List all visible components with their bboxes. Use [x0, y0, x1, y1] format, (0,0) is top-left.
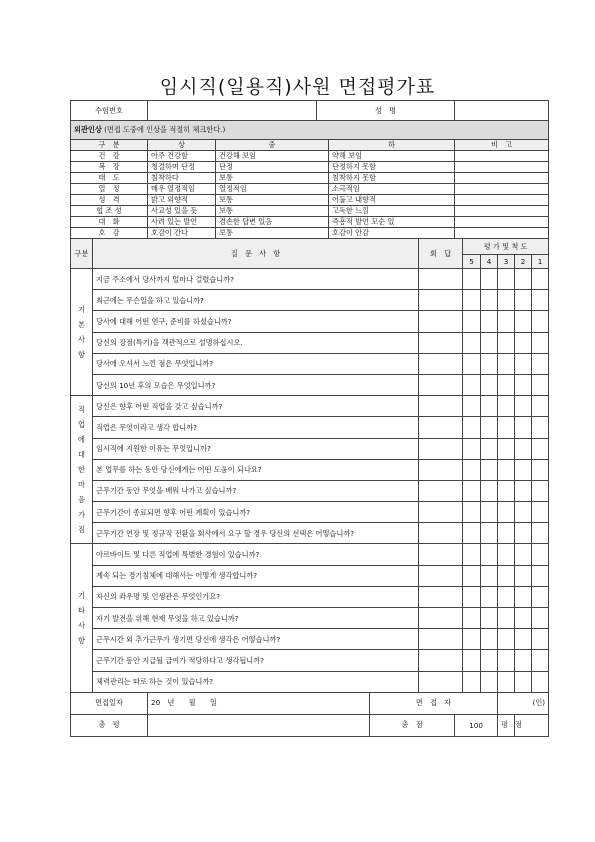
rating-cell[interactable]: [463, 502, 481, 523]
rating-cell[interactable]: [515, 480, 532, 501]
rating-scale-4: 4: [481, 255, 498, 269]
rating-cell[interactable]: [498, 544, 515, 565]
rating-cell[interactable]: [498, 438, 515, 459]
rating-cell[interactable]: [463, 374, 481, 395]
rating-cell[interactable]: [515, 544, 532, 565]
rating-cell[interactable]: [532, 311, 549, 332]
rating-cell[interactable]: [532, 671, 549, 692]
rating-cell[interactable]: [463, 671, 481, 692]
rating-cell[interactable]: [463, 290, 481, 311]
rating-cell[interactable]: [532, 290, 549, 311]
question-text: 근무기간 동안 무엇을 배워 나가고 싶습니까?: [93, 480, 419, 501]
appearance-row: [71, 217, 549, 228]
answer-field[interactable]: [419, 565, 463, 586]
rating-cell[interactable]: [532, 523, 549, 544]
rating-cell[interactable]: [515, 608, 532, 629]
answer-header: 회 답: [419, 239, 463, 269]
question-row: [71, 608, 549, 629]
question-text: 아르바이트 및 다른 직업에 특별한 경험이 있습니까?: [93, 544, 419, 565]
appearance-row: [71, 162, 549, 173]
appearance-low-option[interactable]: 즉흥적 발언 모순 있: [329, 217, 455, 228]
rating-cell[interactable]: [515, 459, 532, 480]
appearance-item-label: 성 격: [71, 195, 148, 206]
rating-cell[interactable]: [498, 586, 515, 607]
rating-scale-3: 3: [498, 255, 515, 269]
appearance-mid-option[interactable]: 보통: [216, 206, 329, 217]
question-text: 당신의 장점(특기)을 객관적으로 설명하십시오.: [93, 332, 419, 353]
question-row: [71, 438, 549, 459]
appearance-low-option[interactable]: 소극적임: [329, 184, 455, 195]
rating-cell[interactable]: [498, 629, 515, 650]
appearance-row: [71, 195, 549, 206]
exam-number-label: 수험번호: [71, 101, 148, 121]
rating-cell[interactable]: [481, 332, 498, 353]
question-text: 지금 주소에서 당사까지 얼마나 걸렸습니까?: [93, 269, 419, 290]
rating-cell[interactable]: [498, 502, 515, 523]
answer-field[interactable]: [419, 502, 463, 523]
rating-cell[interactable]: [532, 480, 549, 501]
appearance-mid-option[interactable]: 보통: [216, 195, 329, 206]
total-score-label: 총 점: [370, 714, 455, 736]
answer-field[interactable]: [419, 417, 463, 438]
rating-cell[interactable]: [515, 417, 532, 438]
rating-cell[interactable]: [515, 332, 532, 353]
appearance-remarks-field[interactable]: [455, 228, 549, 239]
question-row: [71, 290, 549, 311]
rating-cell[interactable]: [532, 586, 549, 607]
exam-number-field[interactable]: [148, 101, 317, 121]
rating-cell[interactable]: [481, 353, 498, 374]
rating-cell[interactable]: [481, 459, 498, 480]
question-text: 근무기간 동안 지급될 급여가 적당하다고 생각됩니까?: [93, 650, 419, 671]
question-row: [71, 650, 549, 671]
answer-field[interactable]: [419, 459, 463, 480]
rating-cell[interactable]: [532, 544, 549, 565]
answer-field[interactable]: [419, 374, 463, 395]
col-header-mid: 중: [216, 140, 329, 151]
rating-cell[interactable]: [515, 269, 532, 290]
answer-field[interactable]: [419, 396, 463, 417]
rating-cell[interactable]: [481, 269, 498, 290]
rating-cell[interactable]: [463, 269, 481, 290]
question-row: [71, 459, 549, 480]
rating-scale-5: 5: [463, 255, 481, 269]
rating-cell[interactable]: [481, 438, 498, 459]
rating-cell[interactable]: [481, 565, 498, 586]
rating-cell[interactable]: [463, 438, 481, 459]
question-row: [71, 311, 549, 332]
appearance-row: [71, 228, 549, 239]
rating-cell[interactable]: [498, 396, 515, 417]
question-text: 본 업무를 하는 동안 당신에게는 어떤 도움이 되나요?: [93, 459, 419, 480]
appearance-item-label: 태 도: [71, 173, 148, 184]
appearance-low-option[interactable]: 호감이 안감: [329, 228, 455, 239]
appearance-mid-option[interactable]: 겸손한 답변 있음: [216, 217, 329, 228]
rating-cell[interactable]: [463, 480, 481, 501]
rating-cell[interactable]: [515, 396, 532, 417]
appearance-low-option[interactable]: 고독한 느낌: [329, 206, 455, 217]
rating-cell[interactable]: [515, 671, 532, 692]
rating-cell[interactable]: [481, 502, 498, 523]
rating-cell[interactable]: [463, 353, 481, 374]
total-score-value: 100: [455, 714, 498, 736]
appearance-mid-option[interactable]: 단정: [216, 162, 329, 173]
appearance-mid-option[interactable]: 보통: [216, 173, 329, 184]
question-text: 체력관리는 따로 하는 것이 있습니까?: [93, 671, 419, 692]
interviewer-label: 면 접 자: [370, 692, 498, 714]
appearance-high-option[interactable]: 침착하다: [148, 173, 216, 184]
answer-field[interactable]: [419, 523, 463, 544]
question-row: [71, 671, 549, 692]
rating-cell[interactable]: [532, 438, 549, 459]
question-text: 당신의 10년 후의 모습은 무엇입니까?: [93, 374, 419, 395]
answer-field[interactable]: [419, 544, 463, 565]
rating-scale-2: 2: [515, 255, 532, 269]
appearance-remarks-field[interactable]: [455, 151, 549, 162]
rating-cell[interactable]: [515, 502, 532, 523]
rating-cell[interactable]: [481, 608, 498, 629]
answer-field[interactable]: [419, 311, 463, 332]
appearance-row: [71, 184, 549, 195]
rating-cell[interactable]: [463, 650, 481, 671]
question-text: 자기 발전을 위해 현재 무엇을 하고 있습니까?: [93, 608, 419, 629]
rating-cell[interactable]: [515, 311, 532, 332]
rating-cell[interactable]: [532, 502, 549, 523]
appearance-remarks-field[interactable]: [455, 217, 549, 228]
rating-cell[interactable]: [463, 459, 481, 480]
rating-cell[interactable]: [463, 396, 481, 417]
section-label: 기본사항: [71, 269, 93, 396]
question-row: [71, 480, 549, 501]
rating-cell[interactable]: [515, 438, 532, 459]
rating-cell[interactable]: [532, 374, 549, 395]
rating-cell[interactable]: [481, 396, 498, 417]
rating-cell[interactable]: [532, 608, 549, 629]
rating-cell[interactable]: [481, 290, 498, 311]
answer-field[interactable]: [419, 608, 463, 629]
question-row: [71, 396, 549, 417]
appearance-low-option[interactable]: 침착하지 못함: [329, 173, 455, 184]
rating-cell[interactable]: [463, 311, 481, 332]
question-row: [71, 586, 549, 607]
applicant-name-field[interactable]: [455, 101, 549, 121]
rating-scale-1: 1: [532, 255, 549, 269]
rating-cell[interactable]: [463, 544, 481, 565]
answer-field[interactable]: [419, 290, 463, 311]
rating-cell[interactable]: [532, 629, 549, 650]
rating-cell[interactable]: [498, 523, 515, 544]
questions-header-row: [71, 239, 549, 255]
rating-cell[interactable]: [481, 480, 498, 501]
appearance-high-option[interactable]: 밝고 외향적: [148, 195, 216, 206]
rating-cell[interactable]: [498, 671, 515, 692]
rating-cell[interactable]: [498, 417, 515, 438]
rating-cell[interactable]: [481, 374, 498, 395]
answer-field[interactable]: [419, 438, 463, 459]
question-row: [71, 565, 549, 586]
applicant-name-label: 성 명: [317, 101, 455, 121]
appearance-remarks-field[interactable]: [455, 195, 549, 206]
rating-cell[interactable]: [463, 608, 481, 629]
question-row: [71, 502, 549, 523]
rating-cell[interactable]: [498, 332, 515, 353]
rating-cell[interactable]: [515, 374, 532, 395]
appearance-item-label: 복 장: [71, 162, 148, 173]
review-label: 총 평: [71, 714, 148, 736]
question-row: [71, 523, 549, 544]
appearance-remarks-field[interactable]: [455, 173, 549, 184]
rating-cell[interactable]: [481, 417, 498, 438]
rating-cell[interactable]: [481, 523, 498, 544]
rating-cell[interactable]: [463, 417, 481, 438]
rating-cell[interactable]: [515, 565, 532, 586]
appearance-item-label: 협 조 성: [71, 206, 148, 217]
question-text: 직업은 무엇이라고 생각 합니까?: [93, 417, 419, 438]
rating-cell[interactable]: [498, 565, 515, 586]
score-label: 평 점: [498, 714, 515, 736]
section-label: 기타사항: [71, 544, 93, 692]
question-text: 근무기간이 종료되면 향후 어떤 계획이 있습니까?: [93, 502, 419, 523]
rating-cell[interactable]: [463, 586, 481, 607]
appearance-row: [71, 206, 549, 217]
question-row: [71, 544, 549, 565]
appearance-item-label: 열 정: [71, 184, 148, 195]
answer-field[interactable]: [419, 671, 463, 692]
appearance-low-option[interactable]: 어둡고 내향적: [329, 195, 455, 206]
appearance-column-headers: [71, 140, 549, 151]
rating-cell[interactable]: [498, 269, 515, 290]
appearance-low-option[interactable]: 약해 보임: [329, 151, 455, 162]
rating-cell[interactable]: [481, 586, 498, 607]
appearance-remarks-field[interactable]: [455, 184, 549, 195]
appearance-row: [71, 173, 549, 184]
question-text: 당사에 오셔서 느낀 점은 무엇입니까?: [93, 353, 419, 374]
review-field[interactable]: [148, 714, 370, 736]
appearance-high-option[interactable]: 호감이 간다: [148, 228, 216, 239]
answer-field[interactable]: [419, 480, 463, 501]
question-row: [71, 269, 549, 290]
rating-cell[interactable]: [498, 374, 515, 395]
appearance-high-option[interactable]: 청결하며 단정: [148, 162, 216, 173]
appearance-high-option[interactable]: 사교성 있을 듯: [148, 206, 216, 217]
evaluation-form: [70, 100, 549, 737]
rating-cell[interactable]: [532, 396, 549, 417]
rating-cell[interactable]: [515, 523, 532, 544]
appearance-remarks-field[interactable]: [455, 206, 549, 217]
question-row: [71, 353, 549, 374]
rating-cell[interactable]: [515, 353, 532, 374]
rating-cell[interactable]: [498, 650, 515, 671]
answer-field[interactable]: [419, 629, 463, 650]
rating-cell[interactable]: [515, 650, 532, 671]
answer-field[interactable]: [419, 353, 463, 374]
rating-cell[interactable]: [498, 480, 515, 501]
rating-cell[interactable]: [532, 332, 549, 353]
appearance-remarks-field[interactable]: [455, 162, 549, 173]
rating-cell[interactable]: [532, 459, 549, 480]
question-row: [71, 629, 549, 650]
appearance-item-label: 호 감: [71, 228, 148, 239]
interviewer-seal[interactable]: (인): [498, 692, 549, 714]
appearance-row: [71, 151, 549, 162]
question-text: 당사에 대해 어떤 연구, 준비를 하셨습니까?: [93, 311, 419, 332]
interview-date-row: [71, 692, 549, 714]
interview-date-field[interactable]: 20 년 월 일: [148, 692, 370, 714]
rating-cell[interactable]: [515, 629, 532, 650]
rating-cell[interactable]: [498, 290, 515, 311]
appearance-section-note: (면접 도중에 인상을 적절히 체크한다.): [104, 125, 226, 134]
question-text: 최근에는 무슨일을 하고 있습니까?: [93, 290, 419, 311]
rating-cell[interactable]: [532, 269, 549, 290]
col-header-low: 하: [329, 140, 455, 151]
rating-cell[interactable]: [463, 565, 481, 586]
rating-cell[interactable]: [532, 650, 549, 671]
col-header-remarks: 비 고: [455, 140, 549, 151]
question-text: 근무기간 연장 및 정규직 전환을 회사에서 요구 할 경우 당신의 선택은 어떻습니까?: [93, 523, 419, 544]
rating-cell[interactable]: [532, 565, 549, 586]
appearance-item-label: 대 화: [71, 217, 148, 228]
question-row: [71, 332, 549, 353]
rating-cell[interactable]: [463, 629, 481, 650]
rating-cell[interactable]: [498, 353, 515, 374]
appearance-section-header: [71, 121, 549, 140]
category-header: 구분: [71, 239, 93, 269]
rating-cell[interactable]: [515, 290, 532, 311]
question-text: 자신의 좌우명 및 인생관은 무엇인가요?: [93, 586, 419, 607]
question-text: 당신은 향후 어떤 직업을 갖고 싶습니까?: [93, 396, 419, 417]
rating-cell[interactable]: [481, 671, 498, 692]
appearance-mid-option[interactable]: 보통: [216, 228, 329, 239]
page-title: 임시직(일용직)사원 면접평가표: [159, 76, 436, 98]
rating-cell[interactable]: [481, 544, 498, 565]
question-text: 임시직에 지원한 이유는 무엇입니까?: [93, 438, 419, 459]
rating-cell[interactable]: [498, 459, 515, 480]
rating-cell[interactable]: [481, 629, 498, 650]
appearance-item-label: 건 강: [71, 151, 148, 162]
rating-cell[interactable]: [463, 523, 481, 544]
appearance-section-label: 외관인상: [74, 125, 102, 134]
rating-header: 평 가 및 척 도: [463, 239, 549, 255]
rating-cell[interactable]: [532, 417, 549, 438]
appearance-high-option[interactable]: 아주 건강함: [148, 151, 216, 162]
rating-cell[interactable]: [498, 311, 515, 332]
rating-cell[interactable]: [498, 608, 515, 629]
appearance-mid-option[interactable]: 열정적임: [216, 184, 329, 195]
rating-cell[interactable]: [532, 353, 549, 374]
answer-field[interactable]: [419, 269, 463, 290]
answer-field[interactable]: [419, 650, 463, 671]
question-row: [71, 417, 549, 438]
appearance-high-option[interactable]: 사려 있는 발언: [148, 217, 216, 228]
rating-cell[interactable]: [515, 586, 532, 607]
question-row: [71, 374, 549, 395]
appearance-mid-option[interactable]: 건강해 보임: [216, 151, 329, 162]
rating-cell[interactable]: [463, 332, 481, 353]
col-header-category: 구 분: [71, 140, 148, 151]
answer-field[interactable]: [419, 332, 463, 353]
question-text: 계속 되는 경기침체에 대해서는 어떻게 생각합니까?: [93, 565, 419, 586]
summary-row: [71, 714, 549, 736]
appearance-low-option[interactable]: 단정하지 못함: [329, 162, 455, 173]
appearance-high-option[interactable]: 매우 열정적임: [148, 184, 216, 195]
interview-date-label: 면접일자: [71, 692, 148, 714]
section-label: 직업에대한마음가짐: [71, 396, 93, 544]
question-header: 질 문 사 항: [93, 239, 419, 269]
question-text: 근무시간 외 추가근무가 생기면 당신에 생각은 어떻습니까?: [93, 629, 419, 650]
col-header-high: 상: [148, 140, 216, 151]
rating-cell[interactable]: [481, 311, 498, 332]
rating-cell[interactable]: [481, 650, 498, 671]
answer-field[interactable]: [419, 586, 463, 607]
